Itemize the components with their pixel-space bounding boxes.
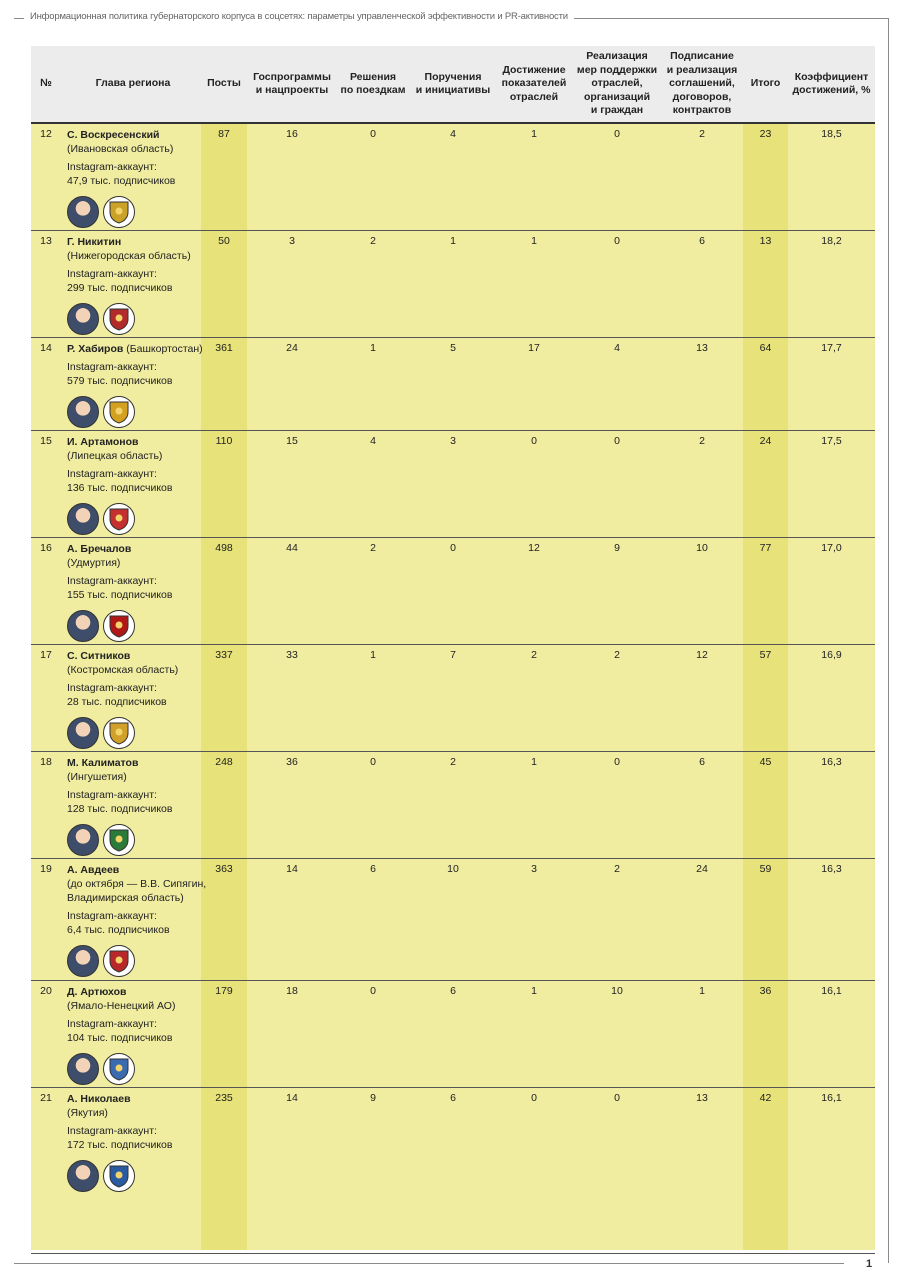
governor-name: Р. Хабиров: [67, 343, 124, 355]
rank-number: 18: [40, 756, 52, 768]
cell-coef: 16,3: [821, 863, 842, 875]
governor-icons: [67, 610, 135, 642]
governor-info: [67, 756, 207, 816]
udmurtia-coat-of-arms-icon: [103, 610, 135, 642]
cell-achieve: 3: [531, 863, 537, 875]
cell-orders: 2: [450, 756, 456, 768]
table-row: [31, 124, 875, 231]
governor-icons: [67, 196, 135, 228]
table-row: [31, 431, 875, 538]
cell-achieve: 1: [531, 985, 537, 997]
instagram-label: Instagram-аккаунт:: [67, 268, 157, 280]
cell-programs: 3: [289, 235, 295, 247]
followers-count: 136 тыс. подписчиков: [67, 482, 173, 494]
cell-support: 9: [614, 542, 620, 554]
instagram-label: Instagram-аккаунт:: [67, 361, 157, 373]
governor-icons: [67, 303, 135, 335]
cell-coef: 16,3: [821, 756, 842, 768]
cell-total: 42: [759, 1092, 772, 1104]
instagram-label: Instagram-аккаунт:: [67, 575, 157, 587]
table-row: [31, 231, 875, 338]
cell-support: 0: [614, 756, 620, 768]
cell-support: 10: [611, 985, 623, 997]
governor-portrait-icon: [67, 945, 99, 977]
cell-support: 2: [614, 863, 620, 875]
cell-sign: 13: [696, 1092, 708, 1104]
cell-trips: 0: [370, 985, 376, 997]
table-header: [31, 46, 875, 124]
cell-trips: 2: [370, 542, 376, 554]
cell-posts: 235: [215, 1092, 233, 1104]
cell-orders: 4: [450, 128, 456, 140]
header-total: Итого: [750, 77, 781, 90]
page-header-title: Информационная политика губернаторского корпуса в соцсетях: параметры управленческой эффективности и PR-активности: [24, 11, 574, 22]
rank-number: 21: [40, 1092, 52, 1104]
governor-portrait-icon: [67, 610, 99, 642]
cell-trips: 4: [370, 435, 376, 447]
governor-info: [67, 435, 207, 495]
governor-info: [67, 649, 207, 709]
cell-sign: 6: [699, 235, 705, 247]
header-orders: Поручения и инициативы: [415, 70, 491, 96]
cell-programs: 33: [286, 649, 298, 661]
governor-portrait-icon: [67, 303, 99, 335]
cell-coef: 17,0: [821, 542, 842, 554]
cell-sign: 2: [699, 435, 705, 447]
governor-portrait-icon: [67, 396, 99, 428]
cell-posts: 361: [215, 342, 233, 354]
governor-name: А. Николаев: [67, 1093, 131, 1105]
cell-orders: 1: [450, 235, 456, 247]
cell-achieve: 2: [531, 649, 537, 661]
ingushetia-coat-of-arms-icon: [103, 824, 135, 856]
header-coef: Коэффициент достижений, %: [792, 70, 871, 96]
cell-achieve: 1: [531, 235, 537, 247]
cell-total: 64: [759, 342, 772, 354]
governor-info: [67, 863, 207, 937]
cell-support: 2: [614, 649, 620, 661]
cell-total: 45: [759, 756, 772, 768]
governor-portrait-icon: [67, 1053, 99, 1085]
header-trips: Решения по поездкам: [340, 70, 406, 96]
governor-info: [67, 128, 207, 188]
region-name: (Ивановская область): [67, 143, 174, 155]
cell-total: 23: [759, 128, 772, 140]
instagram-label: Instagram-аккаунт:: [67, 682, 157, 694]
cell-total: 57: [759, 649, 772, 661]
rank-number: 13: [40, 235, 52, 247]
governor-icons: [67, 945, 135, 977]
governor-name: И. Артамонов: [67, 436, 139, 448]
cell-sign: 24: [696, 863, 708, 875]
cell-orders: 6: [450, 985, 456, 997]
table-row: [31, 981, 875, 1088]
cell-posts: 110: [215, 435, 233, 447]
cell-trips: 0: [370, 128, 376, 140]
governor-info: [67, 985, 207, 1045]
cell-achieve: 0: [531, 1092, 537, 1104]
rank-number: 20: [40, 985, 52, 997]
cell-posts: 498: [215, 542, 233, 554]
rank-number: 12: [40, 128, 52, 140]
cell-achieve: 12: [528, 542, 540, 554]
cell-programs: 18: [286, 985, 298, 997]
cell-trips: 6: [370, 863, 376, 875]
cell-posts: 363: [215, 863, 233, 875]
region-name: (Костромская область): [67, 664, 179, 676]
cell-total: 24: [759, 435, 772, 447]
followers-count: 299 тыс. подписчиков: [67, 282, 173, 294]
cell-sign: 6: [699, 756, 705, 768]
governor-info: [67, 235, 207, 295]
vladimir-coat-of-arms-icon: [103, 945, 135, 977]
instagram-label: Instagram-аккаунт:: [67, 161, 157, 173]
cell-orders: 0: [450, 542, 456, 554]
cell-support: 4: [614, 342, 620, 354]
cell-sign: 10: [696, 542, 708, 554]
governor-info: [67, 542, 207, 602]
followers-count: 172 тыс. подписчиков: [67, 1139, 173, 1151]
governor-icons: [67, 1053, 135, 1085]
governor-portrait-icon: [67, 196, 99, 228]
rank-number: 16: [40, 542, 52, 554]
cell-programs: 24: [286, 342, 298, 354]
governor-info: [67, 1092, 207, 1152]
nizhny-novgorod-coat-of-arms-icon: [103, 303, 135, 335]
governor-name: М. Калиматов: [67, 757, 139, 769]
governor-portrait-icon: [67, 717, 99, 749]
governor-name: А. Авдеев: [67, 864, 120, 876]
instagram-label: Instagram-аккаунт:: [67, 1125, 157, 1137]
cell-programs: 15: [286, 435, 298, 447]
governor-portrait-icon: [67, 824, 99, 856]
cell-sign: 1: [699, 985, 705, 997]
cell-coef: 18,2: [821, 235, 842, 247]
page-number: 1: [866, 1258, 873, 1270]
header-achieve: Достижение показателей отраслей: [501, 63, 567, 103]
cell-achieve: 17: [528, 342, 540, 354]
header-posts: Посты: [207, 77, 241, 90]
cell-achieve: 1: [531, 756, 537, 768]
followers-count: 28 тыс. подписчиков: [67, 696, 167, 708]
instagram-label: Instagram-аккаунт:: [67, 910, 157, 922]
rank-number: 15: [40, 435, 52, 447]
cell-programs: 16: [286, 128, 298, 140]
cell-orders: 7: [450, 649, 456, 661]
table-row: [31, 538, 875, 645]
governor-name: С. Воскресенский: [67, 129, 160, 141]
followers-count: 6,4 тыс. подписчиков: [67, 924, 170, 936]
cell-posts: 248: [215, 756, 233, 768]
cell-coef: 16,1: [821, 985, 842, 997]
cell-posts: 179: [215, 985, 233, 997]
rank-number: 17: [40, 649, 52, 661]
cell-trips: 1: [370, 649, 376, 661]
cell-sign: 12: [696, 649, 708, 661]
cell-programs: 44: [286, 542, 298, 554]
region-name: (Ямало-Ненецкий АО): [67, 1000, 176, 1012]
cell-coef: 16,1: [821, 1092, 842, 1104]
cell-trips: 1: [370, 342, 376, 354]
cell-coef: 17,5: [821, 435, 842, 447]
cell-total: 13: [759, 235, 772, 247]
header-governor: Глава региона: [95, 77, 171, 90]
governor-name: Д. Артюхов: [67, 986, 127, 998]
cell-posts: 337: [215, 649, 233, 661]
cell-trips: 9: [370, 1092, 376, 1104]
cell-total: 36: [759, 985, 772, 997]
region-name: (Башкортостан): [126, 343, 203, 355]
table-row: [31, 859, 875, 981]
cell-support: 0: [614, 235, 620, 247]
governor-info: [67, 342, 207, 388]
governor-name: А. Бречалов: [67, 543, 132, 555]
cell-posts: 50: [218, 235, 230, 247]
header-programs: Госпрограммы и нацпроекты: [253, 70, 331, 96]
governor-icons: [67, 824, 135, 856]
frame-bottom-line: [14, 1263, 844, 1264]
frame-right-line: [888, 18, 889, 1263]
followers-count: 579 тыс. подписчиков: [67, 375, 173, 387]
governor-portrait-icon: [67, 1160, 99, 1192]
table-row: [31, 752, 875, 859]
followers-count: 155 тыс. подписчиков: [67, 589, 173, 601]
cell-support: 0: [614, 1092, 620, 1104]
region-name: (Удмуртия): [67, 557, 121, 569]
instagram-label: Instagram-аккаунт:: [67, 1018, 157, 1030]
instagram-label: Instagram-аккаунт:: [67, 468, 157, 480]
cell-trips: 0: [370, 756, 376, 768]
header-sign: Подписание и реализация соглашений, договоров, контрактов: [666, 50, 738, 117]
table-row: [31, 338, 875, 431]
cell-programs: 14: [286, 1092, 298, 1104]
governor-icons: [67, 1160, 135, 1192]
cell-trips: 2: [370, 235, 376, 247]
cell-sign: 13: [696, 342, 708, 354]
header-num: №: [40, 77, 52, 90]
cell-orders: 5: [450, 342, 456, 354]
kostroma-coat-of-arms-icon: [103, 717, 135, 749]
governor-name: Г. Никитин: [67, 236, 122, 248]
followers-count: 104 тыс. подписчиков: [67, 1032, 173, 1044]
header-support: Реализация мер поддержки отраслей, организаций и граждан: [576, 50, 658, 117]
table-row: [31, 645, 875, 752]
yakutia-coat-of-arms-icon: [103, 1160, 135, 1192]
table-body: [31, 124, 875, 1254]
governor-icons: [67, 503, 135, 535]
cell-posts: 87: [218, 128, 230, 140]
cell-orders: 10: [447, 863, 459, 875]
governor-icons: [67, 396, 135, 428]
cell-coef: 18,5: [821, 128, 842, 140]
instagram-label: Instagram-аккаунт:: [67, 789, 157, 801]
region-name: (Ингушетия): [67, 771, 127, 783]
governor-icons: [67, 717, 135, 749]
region-name: (Липецкая область): [67, 450, 163, 462]
cell-achieve: 0: [531, 435, 537, 447]
cell-orders: 3: [450, 435, 456, 447]
yamal-coat-of-arms-icon: [103, 1053, 135, 1085]
cell-orders: 6: [450, 1092, 456, 1104]
cell-total: 59: [759, 863, 772, 875]
governor-name: С. Ситников: [67, 650, 131, 662]
region-name: (Якутия): [67, 1107, 108, 1119]
region-name: (Нижегородская область): [67, 250, 191, 262]
cell-sign: 2: [699, 128, 705, 140]
cell-support: 0: [614, 128, 620, 140]
rank-number: 19: [40, 863, 52, 875]
region-name: (до октября — В.В. Сипягин, Владимирская область): [67, 878, 207, 904]
cell-coef: 16,9: [821, 649, 842, 661]
rank-number: 14: [40, 342, 52, 354]
followers-count: 47,9 тыс. подписчиков: [67, 175, 176, 187]
bashkortostan-coat-of-arms-icon: [103, 396, 135, 428]
lipetsk-coat-of-arms-icon: [103, 503, 135, 535]
cell-achieve: 1: [531, 128, 537, 140]
cell-programs: 14: [286, 863, 298, 875]
cell-programs: 36: [286, 756, 298, 768]
table-row: [31, 1088, 875, 1254]
cell-total: 77: [759, 542, 772, 554]
governor-portrait-icon: [67, 503, 99, 535]
ivanovo-coat-of-arms-icon: [103, 196, 135, 228]
ranking-table: [31, 46, 875, 1250]
followers-count: 128 тыс. подписчиков: [67, 803, 173, 815]
cell-support: 0: [614, 435, 620, 447]
cell-coef: 17,7: [821, 342, 842, 354]
